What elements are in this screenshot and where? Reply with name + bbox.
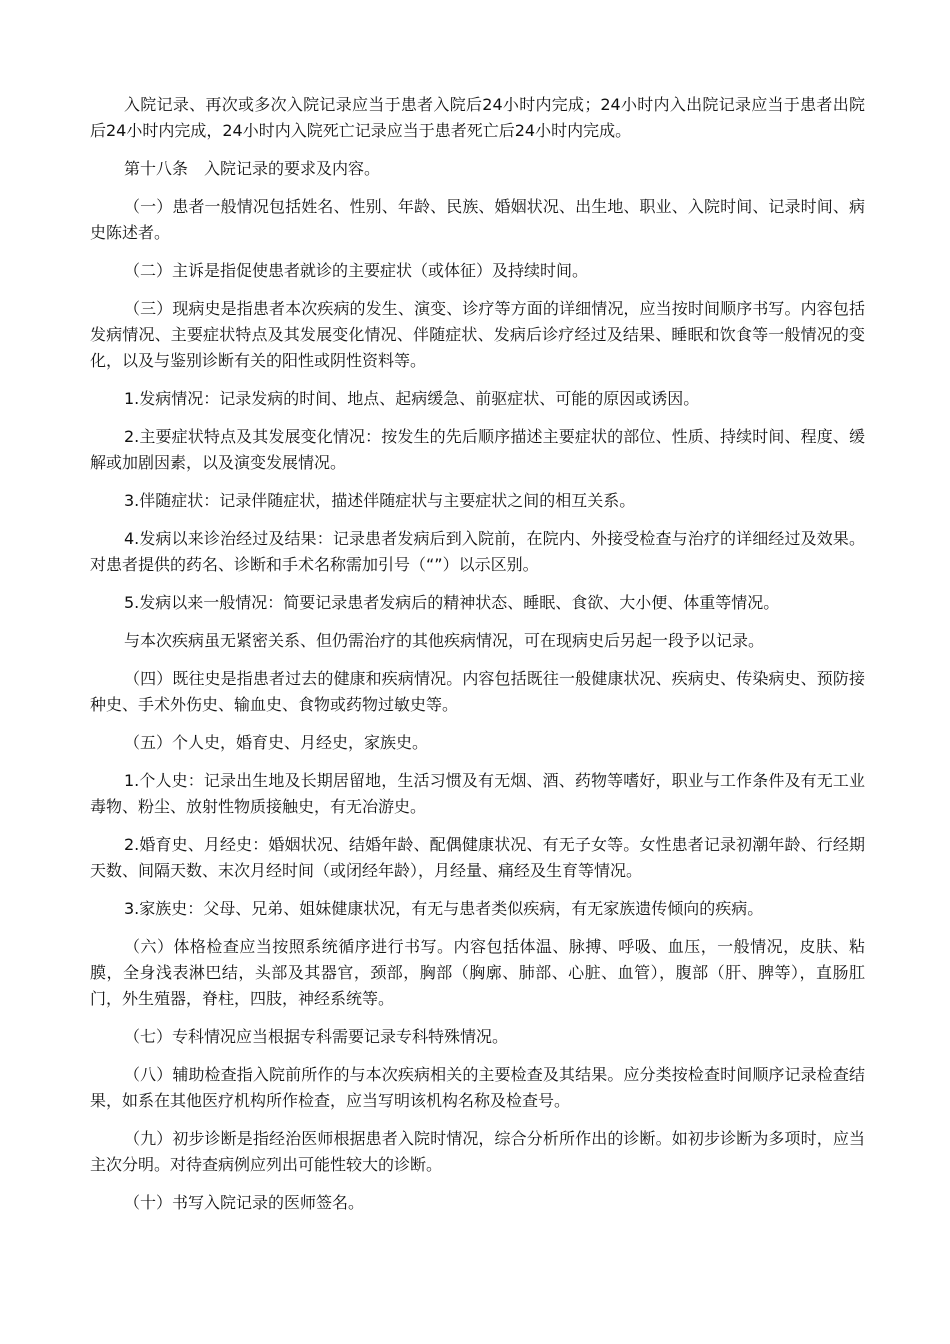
- sub-item-treatment-history: 4.发病以来诊治经过及结果：记录患者发病后到入院前，在院内、外接受检查与治疗的详细经过及效果。对患者提供的药名、诊断和手术名称需加引号（“”）以示区别。: [90, 529, 865, 574]
- item-3-present-illness: （三）现病史是指患者本次疾病的发生、演变、诊疗等方面的详细情况，应当按时间顺序书写。内容包括发病情况、主要症状特点及其发展变化情况、伴随症状、发病后诊疗经过及结果、睡眠和饮食等一般情况的变化，以及与鉴别诊断有关的阳性或阴性资料等。: [90, 299, 865, 370]
- item-2-chief-complaint: （二）主诉是指促使患者就诊的主要症状（或体征）及持续时间。: [124, 261, 589, 280]
- item-1-general-info: （一）患者一般情况包括姓名、性别、年龄、民族、婚姻状况、出生地、职业、入院时间、记录时间、病史陈述者。: [90, 197, 865, 242]
- para-admission-deadline: 入院记录、再次或多次入院记录应当于患者入院后24小时内完成；24小时内入出院记录应当于患者出院后24小时内完成，24小时内入院死亡记录应当于患者死亡后24小时内完成。: [90, 95, 865, 140]
- sub-item-marital-menstrual: 2.婚育史、月经史：婚姻状况、结婚年龄、配偶健康状况、有无子女等。女性患者记录初潮年龄、行经期天数、间隔天数、末次月经时间（或闭经年龄），月经量、痛经及生育等情况。: [90, 835, 865, 880]
- sub-item-family-history: 3.家族史：父母、兄弟、姐妹健康状况，有无与患者类似疾病，有无家族遗传倾向的疾病。: [124, 899, 764, 918]
- item-4-past-history: （四）既往史是指患者过去的健康和疾病情况。内容包括既往一般健康状况、疾病史、传染病史、预防接种史、手术外伤史、输血史、食物或药物过敏史等。: [90, 669, 865, 714]
- item-7-specialty: （七）专科情况应当根据专科需要记录专科特殊情况。: [124, 1027, 509, 1046]
- item-5-personal-history: （五）个人史，婚育史、月经史，家族史。: [124, 733, 429, 752]
- article-18-heading: 第十八条 入院记录的要求及内容。: [124, 159, 381, 178]
- sub-item-personal-history: 1.个人史：记录出生地及长期居留地，生活习惯及有无烟、酒、药物等嗜好，职业与工作条件及有无工业毒物、粉尘、放射性物质接触史，有无冶游史。: [90, 771, 865, 816]
- sub-item-general-condition: 5.发病以来一般情况：简要记录患者发病后的精神状态、睡眠、食欲、大小便、体重等情况。: [124, 593, 780, 612]
- para-other-diseases: 与本次疾病虽无紧密关系、但仍需治疗的其他疾病情况，可在现病史后另起一段予以记录。: [124, 631, 765, 650]
- item-6-physical-exam: （六）体格检查应当按照系统循序进行书写。内容包括体温、脉搏、呼吸、血压，一般情况，皮肤、粘膜，全身浅表淋巴结，头部及其器官，颈部，胸部（胸廓、肺部、心脏、血管），腹部（肝、脾等），直肠肛门，外生殖器，脊柱，四肢，神经系统等。: [90, 937, 865, 1008]
- document-body: [90, 92, 865, 1228]
- sub-item-onset: 1.发病情况：记录发病的时间、地点、起病缓急、前驱症状、可能的原因或诱因。: [124, 389, 700, 408]
- item-10-physician-signature: （十）书写入院记录的医师签名。: [124, 1193, 365, 1212]
- item-8-auxiliary-exam: （八）辅助检查指入院前所作的与本次疾病相关的主要检查及其结果。应分类按检查时间顺序记录检查结果，如系在其他医疗机构所作检查，应当写明该机构名称及检查号。: [90, 1065, 865, 1110]
- sub-item-accompanying-symptoms: 3.伴随症状：记录伴随症状，描述伴随症状与主要症状之间的相互关系。: [124, 491, 636, 510]
- sub-item-main-symptoms: 2.主要症状特点及其发展变化情况：按发生的先后顺序描述主要症状的部位、性质、持续时间、程度、缓解或加剧因素，以及演变发展情况。: [90, 427, 865, 472]
- item-9-preliminary-diagnosis: （九）初步诊断是指经治医师根据患者入院时情况，综合分析所作出的诊断。如初步诊断为多项时，应当主次分明。对待查病例应列出可能性较大的诊断。: [90, 1129, 865, 1174]
